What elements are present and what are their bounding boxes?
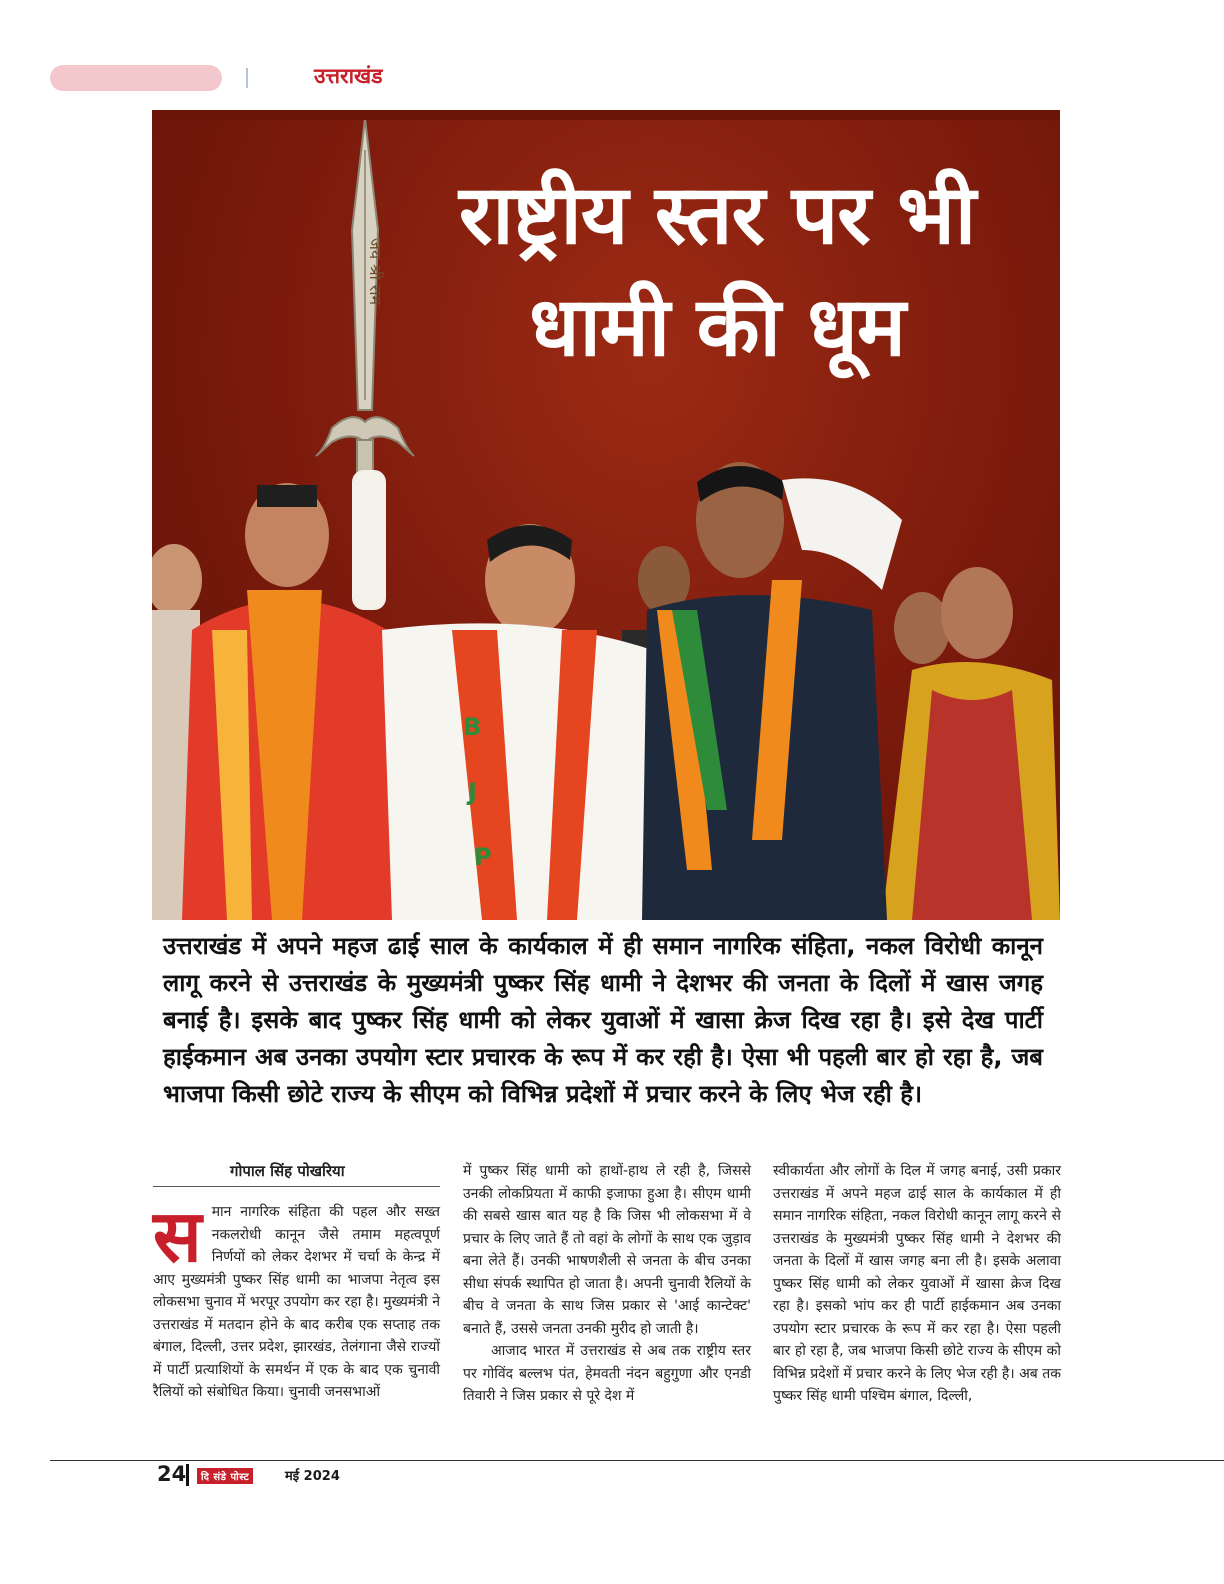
footer-rule (50, 1460, 1224, 1461)
footer-divider (186, 1464, 189, 1486)
scarf-letter-j: J (468, 778, 477, 806)
article-column-3 (773, 1160, 1061, 1408)
section-label: उत्तराखंड (314, 64, 383, 88)
section-pill (50, 65, 222, 91)
headline-line-1: राष्ट्रीय स्तर पर भी (458, 168, 976, 263)
column-2-paragraph-1: में पुष्कर सिंह धामी को हाथों-हाथ ले रही है, जिससे उनकी लोकप्रियता में काफी इजाफा हुआ है। सीएम धामी की सबसे खास बात यह है कि जिस भी लोकसभा में वे प्रचार के लिए जाते हैं तो वहां के लोगों के साथ एक जुड़ाव बना लेते हैं। उनकी भाषणशैली से जनता के बीच उनका सीधा संपर्क स्थापित हो जाता है। अपनी चुनावी रैलियों के बीच वे जनता के साथ जिस प्रकार से 'आई कान्टेक्ट' बनाते हैं, उससे जनता उनकी मुरीद हो जाती है। (463, 1163, 751, 1337)
hero-photo (152, 110, 1060, 920)
article-column-1 (153, 1160, 440, 1404)
sword-inscription: जय श्री राम (366, 238, 385, 306)
scarf-letter-p: P (474, 843, 492, 871)
person-center (352, 470, 657, 920)
section-divider (246, 68, 248, 88)
drop-cap: स (153, 1194, 202, 1278)
column-3-text: स्वीकार्यता और लोगों के दिल में जगह बनाई, उसी प्रकार उत्तराखंड में अपने महज ढाई साल के कार्यकाल में ही समान नागरिक संहिता, नकल विरोधी कानून लागू करने से उत्तराखंड के मुख्यमंत्री पुष्कर सिंह धामी ने देशभर की जनता के दिलों में खास जगह बना ली है। इसके अलावा पुष्कर सिंह धामी को लेकर युवाओं में खासा क्रेज दिख रहा है। इसको भांप कर ही पार्टी हाईकमान अब उनका उपयोग स्टार प्रचारक के रूप में कर रहा है। ऐसा पहली बार हो रहा है, जब भाजपा किसी छोटे राज्य के सीएम को विभिन्न प्रदेशों में प्रचार करने के लिए भेज रही है। अब तक पुष्कर सिंह धामी पश्चिम बंगाल, दिल्ली, (773, 1163, 1061, 1404)
hero-headline (397, 160, 1037, 384)
column-2-paragraph-2: आजाद भारत में उत्तराखंड से अब तक राष्ट्रीय स्तर पर गोविंद बल्लभ पंत, हेमवती नंदन बहुगुणा और एनडी तिवारी ने जिस प्रकार से पूरे देश में (463, 1343, 751, 1404)
person-right (642, 462, 902, 920)
publication-logo: दि संडे पोस्ट (197, 1468, 253, 1484)
article-column-2 (463, 1160, 751, 1408)
headline-line-2: धामी की धूम (529, 280, 905, 375)
issue-date: मई 2024 (285, 1469, 340, 1484)
page-number: 24 (157, 1462, 187, 1486)
byline: गोपाल सिंह पोखरिया (153, 1160, 440, 1187)
scarf-letter-b: B (463, 713, 482, 741)
lead-paragraph: उत्तराखंड में अपने महज ढाई साल के कार्यकाल में ही समान नागरिक संहिता, नकल विरोधी कानून लागू करने से उत्तराखंड के मुख्यमंत्री पुष्कर सिंह धामी ने देशभर की जनता के दिलों में खास जगह बनाई है। इसके बाद पुष्कर सिंह धामी को लेकर युवाओं में खासा क्रेज दिख रहा है। इसे देख पार्टी हाईकमान अब उनका उपयोग स्टार प्रचारक के रूप में कर रही है। ऐसा भी पहली बार हो रहा है, जब भाजपा किसी छोटे राज्य के सीएम को विभिन्न प्रदेशों में प्रचार करने के लिए भेज रही है। (163, 932, 1043, 1108)
column-1-text: मान नागरिक संहिता की पहल और सख्त नकलरोधी कानून जैसे तमाम महत्वपूर्ण निर्णयों को लेकर देशभर में चर्चा के केन्द्र में आए मुख्यमंत्री पुष्कर सिंह धामी का भाजपा नेतृत्व इस लोकसभा चुनाव में भरपूर उपयोग कर रहा है। मुख्यमंत्री ने उत्तराखंड में मतदान होने के बाद करीब एक सप्ताह तक बंगाल, दिल्ली, उत्तर प्रदेश, झारखंड, तेलंगाना जैसे राज्यों में पार्टी प्रत्याशियों के समर्थन में एक के बाद एक चुनावी रैलियों को संबोधित किया। चुनावी जनसभाओं (153, 1204, 440, 1400)
